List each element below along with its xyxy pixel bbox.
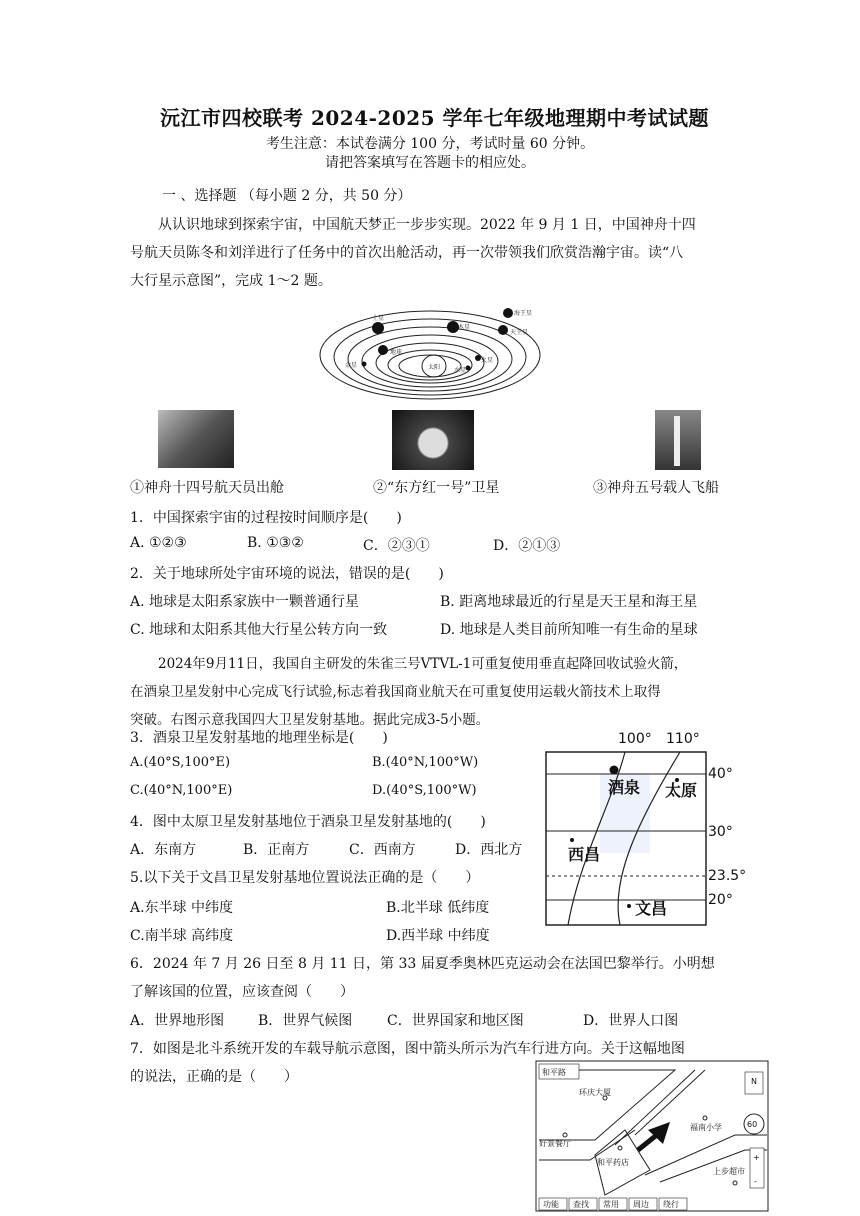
intro-2: 2024年9月11日，我国自主研发的朱雀三号VTVL-1可重复使用垂直起降回收试验火箭， 在酒泉卫星发射中心完成飞行试验,标志着我国商业航天在可重复使用运载火箭技术上取得 突破。右图示意我国四大卫星发射基地。据此完成3-5小题。 <box>130 656 688 728</box>
caption-3: ③神舟五号载人飞船 <box>593 480 719 496</box>
q5-option-d: D.西半球 中纬度 <box>386 928 490 944</box>
svg-text:酒泉: 酒泉 <box>608 778 641 797</box>
q2-option-d: D. 地球是人类目前所知唯一有生命的星球 <box>440 622 698 638</box>
sun-label: 太阳 <box>428 364 441 371</box>
q4-option-b: B．正南方 <box>243 842 310 858</box>
notice-line-1: 考生注意：本试卷满分 100 分，考试时量 60 分钟。 <box>265 136 595 152</box>
q2-option-b: B. 距离地球最近的行星是天王星和海王星 <box>440 594 698 610</box>
question-5: 5.以下关于文昌卫星发射基地位置说法正确的是（ ） <box>130 870 480 886</box>
navigation-map <box>535 1060 770 1212</box>
svg-text:30°: 30° <box>708 824 733 840</box>
svg-text:周边: 周边 <box>633 1200 649 1209</box>
svg-text:100°: 100° <box>618 731 652 747</box>
svg-text:功能: 功能 <box>543 1200 559 1209</box>
svg-text:文昌: 文昌 <box>635 899 668 918</box>
svg-text:水星: 水星 <box>454 367 467 374</box>
q6-option-d: D．世界人口图 <box>583 1013 679 1029</box>
svg-text:环庆大厦: 环庆大厦 <box>579 1088 611 1097</box>
exam-title: 沅江市四校联考 2024-2025 学年七年级地理期中考试试题 <box>160 106 710 130</box>
svg-text:木星: 木星 <box>458 324 471 331</box>
question-6: 6．2024 年 7 月 26 日至 8 月 11 日，第 33 届夏季奥林匹克运动会在法国巴黎举行。小明想 了解该国的位置，应该查阅（ ） <box>130 956 715 1000</box>
svg-text:-: - <box>754 1177 757 1186</box>
question-7: 7．如图是北斗系统开发的车载导航示意图，图中箭头所示为汽车行进方向。关于这幅地图 的说法，正确的是（ ） <box>130 1041 685 1085</box>
question-1: 1．中国探索宇宙的过程按时间顺序是( ) <box>130 510 402 526</box>
q3-option-d: D.(40°S,100°W) <box>372 783 477 798</box>
q3-option-b: B.(40°N,100°W) <box>372 755 479 770</box>
q1-option-d: D．②①③ <box>493 538 561 554</box>
q5-option-c: C.南半球 高纬度 <box>130 928 234 944</box>
q5-option-a: A.东半球 中纬度 <box>130 900 234 916</box>
caption-1: ①神舟十四号航天员出舱 <box>130 480 284 496</box>
svg-text:23.5°: 23.5° <box>708 868 747 884</box>
q6-option-a: A．世界地形图 <box>130 1013 225 1029</box>
astronaut-photo <box>158 410 234 468</box>
svg-text:金星: 金星 <box>345 362 358 369</box>
q1-option-b: B. ①③② <box>247 535 304 551</box>
svg-text:好景餐厅: 好景餐厅 <box>539 1139 571 1148</box>
question-3: 3．酒泉卫星发射基地的地理坐标是( ) <box>130 730 388 746</box>
svg-text:60: 60 <box>747 1120 758 1129</box>
q3-option-c: C.(40°N,100°E) <box>130 783 233 798</box>
svg-text:上步超市: 上步超市 <box>713 1167 745 1176</box>
section-heading: 一 、选择题 （每小题 2 分，共 50 分） <box>162 188 412 204</box>
question-4: 4．图中太原卫星发射基地位于酒泉卫星发射基地的( ) <box>130 814 486 830</box>
q3-option-a: A.(40°S,100°E) <box>130 755 231 770</box>
q2-option-c: C. 地球和太阳系其他大行星公转方向一致 <box>130 622 388 638</box>
svg-text:福南小学: 福南小学 <box>690 1123 722 1132</box>
svg-text:土星: 土星 <box>372 315 385 322</box>
launch-sites-map <box>540 728 755 930</box>
q4-option-c: C．西南方 <box>349 842 416 858</box>
q4-option-d: D．西北方 <box>455 842 523 858</box>
svg-text:和平路: 和平路 <box>542 1068 566 1077</box>
svg-text:太原: 太原 <box>665 781 698 800</box>
q2-option-a: A. 地球是太阳系家族中一颗普通行星 <box>130 594 360 610</box>
q4-option-a: A．东南方 <box>130 842 197 858</box>
q6-option-c: C．世界国家和地区图 <box>387 1013 524 1029</box>
svg-text:绕行: 绕行 <box>663 1200 679 1209</box>
intro-1: 从认识地球到探索宇宙，中国航天梦正一步步实现。2022 年 9 月 1 日，中国神舟十四 号航天员陈冬和刘洋进行了任务中的首次出舱活动，再一次带领我们欣赏浩瀚宇宙。读“八 大行星示意图”，完成 1～2 题。 <box>130 217 696 289</box>
svg-text:40°: 40° <box>708 766 733 782</box>
svg-text:常用: 常用 <box>603 1200 619 1209</box>
rocket-photo <box>655 410 701 470</box>
svg-text:西昌: 西昌 <box>568 845 601 864</box>
notice-line-2: 请把答案填写在答题卡的相应处。 <box>325 155 535 171</box>
q5-option-b: B.北半球 低纬度 <box>386 900 490 916</box>
svg-text:火星: 火星 <box>481 357 494 364</box>
svg-text:N: N <box>751 1077 757 1086</box>
svg-text:和平药店: 和平药店 <box>597 1158 629 1167</box>
svg-text:海王星: 海王星 <box>514 310 533 317</box>
svg-text:天王星: 天王星 <box>510 329 529 336</box>
q1-option-c: C．②③① <box>363 538 430 554</box>
svg-text:查找: 查找 <box>573 1200 589 1209</box>
caption-2: ②“东方红一号”卫星 <box>373 480 500 496</box>
svg-text:110°: 110° <box>666 731 700 747</box>
solar-system-diagram <box>318 300 543 400</box>
q1-option-a: A. ①②③ <box>130 535 187 551</box>
svg-text:+: + <box>753 1153 760 1162</box>
q6-option-b: B．世界气候图 <box>258 1013 353 1029</box>
svg-text:20°: 20° <box>708 892 733 908</box>
satellite-photo <box>392 410 474 470</box>
svg-text:地球: 地球 <box>390 349 403 356</box>
question-2: 2．关于地球所处宇宙环境的说法，错误的是( ) <box>130 566 444 582</box>
